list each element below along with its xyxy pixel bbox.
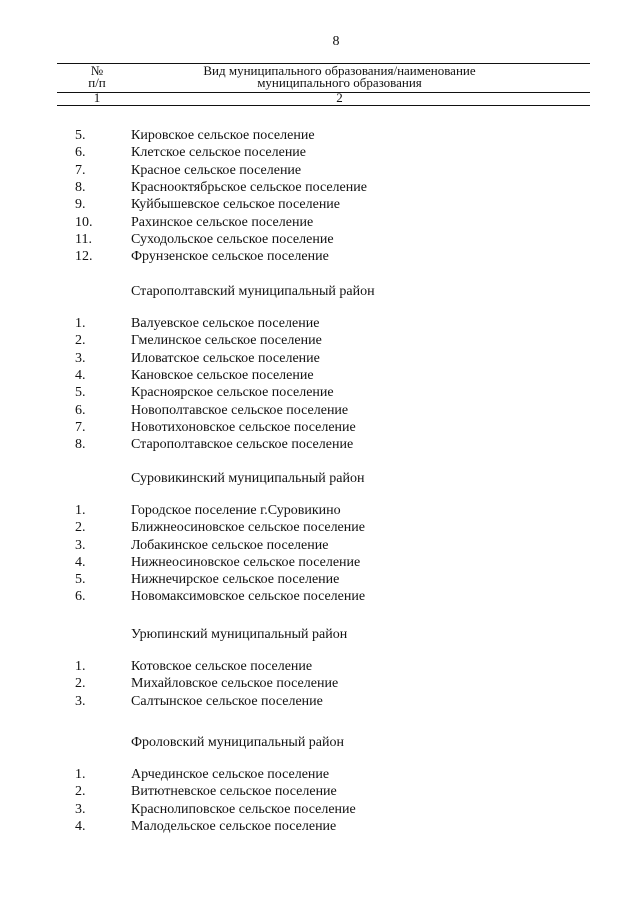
- list-item-name: Новополтавское сельское поселение: [131, 403, 349, 418]
- list-item-number: 3.: [75, 351, 86, 366]
- header-col2-line2: муниципального образования: [257, 75, 422, 90]
- list-item-number: 2.: [75, 784, 86, 799]
- header-column-name-title: [172, 65, 507, 89]
- list-item-number: 11.: [75, 232, 92, 247]
- list-item-name: Фрунзенское сельское поселение: [131, 249, 329, 264]
- district-heading: Фроловский муниципальный район: [131, 735, 345, 750]
- list-item-name: Красное сельское поселение: [131, 163, 302, 178]
- list-item-name: Суходольское сельское поселение: [131, 232, 334, 247]
- list-item-name: Витютневское сельское поселение: [131, 784, 337, 799]
- list-item-name: Куйбышевское сельское поселение: [131, 197, 341, 212]
- list-item-number: 7.: [75, 420, 86, 435]
- table-header: [57, 63, 590, 105]
- list-item-number: 6.: [75, 403, 86, 418]
- list-item-number: 1.: [75, 503, 86, 518]
- district-heading: Суровикинский муниципальный район: [131, 471, 365, 486]
- district-heading: Старополтавский муниципальный район: [131, 284, 375, 299]
- header-col1-line1: №: [90, 63, 104, 78]
- header-column-index-2: 2: [336, 90, 343, 105]
- list-item-number: 2.: [75, 676, 86, 691]
- list-item-number: 7.: [75, 163, 86, 178]
- list-item-number: 3.: [75, 538, 86, 553]
- list-item-name: Старополтавское сельское поселение: [131, 437, 354, 452]
- list-item-number: 4.: [75, 555, 86, 570]
- list-item-name: Лобакинское сельское поселение: [131, 538, 329, 553]
- header-col1-line2: п/п: [88, 75, 106, 90]
- list-item-name: Рахинское сельское поселение: [131, 215, 314, 230]
- list-item-number: 1.: [75, 316, 86, 331]
- list-item-name: Красноярское сельское поселение: [131, 385, 334, 400]
- list-item-number: 2.: [75, 333, 86, 348]
- list-item-name: Салтынское сельское поселение: [131, 694, 323, 709]
- list-item-number: 5.: [75, 128, 86, 143]
- list-item-number: 9.: [75, 197, 86, 212]
- list-item-number: 8.: [75, 437, 86, 452]
- header-bottom-rule: [57, 105, 590, 106]
- header-column-index-1: 1: [93, 90, 101, 105]
- list-item-name: Городское поселение г.Суровикино: [131, 503, 341, 518]
- list-item-number: 3.: [75, 802, 86, 817]
- list-item-number: 6.: [75, 145, 86, 160]
- list-item-name: Арчединское сельское поселение: [131, 767, 330, 782]
- list-item-name: Котовское сельское поселение: [131, 659, 313, 674]
- list-item-number: 10.: [75, 215, 93, 230]
- list-item-name: Новотихоновское сельское поселение: [131, 420, 356, 435]
- list-item-name: Нижнеосиновское сельское поселение: [131, 555, 361, 570]
- list-item-number: 2.: [75, 520, 86, 535]
- list-item-name: Кировское сельское поселение: [131, 128, 315, 143]
- district-heading: Урюпинский муниципальный район: [131, 627, 348, 642]
- page-number: 8: [332, 34, 340, 49]
- list-item-number: 5.: [75, 385, 86, 400]
- list-item-number: 1.: [75, 767, 86, 782]
- list-item-number: 4.: [75, 368, 86, 383]
- list-item-number: 1.: [75, 659, 86, 674]
- list-item-name: Гмелинское сельское поселение: [131, 333, 322, 348]
- list-item-name: Ближнеосиновское сельское поселение: [131, 520, 365, 535]
- list-item-number: 4.: [75, 819, 86, 834]
- list-item-name: Валуевское сельское поселение: [131, 316, 320, 331]
- list-item-name: Малодельское сельское поселение: [131, 819, 337, 834]
- list-item-name: Краснооктябрьское сельское поселение: [131, 180, 367, 195]
- header-column-number-title: [77, 65, 117, 89]
- list-item-name: Новомаксимовское сельское поселение: [131, 589, 366, 604]
- header-col2-line1: Вид муниципального образования/наименование: [203, 63, 476, 78]
- list-item-number: 3.: [75, 694, 86, 709]
- list-item-name: Краснолиповское сельское поселение: [131, 802, 356, 817]
- list-item-name: Нижнечирское сельское поселение: [131, 572, 340, 587]
- list-item-number: 5.: [75, 572, 86, 587]
- list-item-number: 6.: [75, 589, 86, 604]
- list-item-name: Михайловское сельское поселение: [131, 676, 339, 691]
- list-item-name: Иловатское сельское поселение: [131, 351, 320, 366]
- list-item-name: Кановское сельское поселение: [131, 368, 314, 383]
- list-item-name: Клетское сельское поселение: [131, 145, 307, 160]
- list-item-number: 12.: [75, 249, 93, 264]
- list-item-number: 8.: [75, 180, 86, 195]
